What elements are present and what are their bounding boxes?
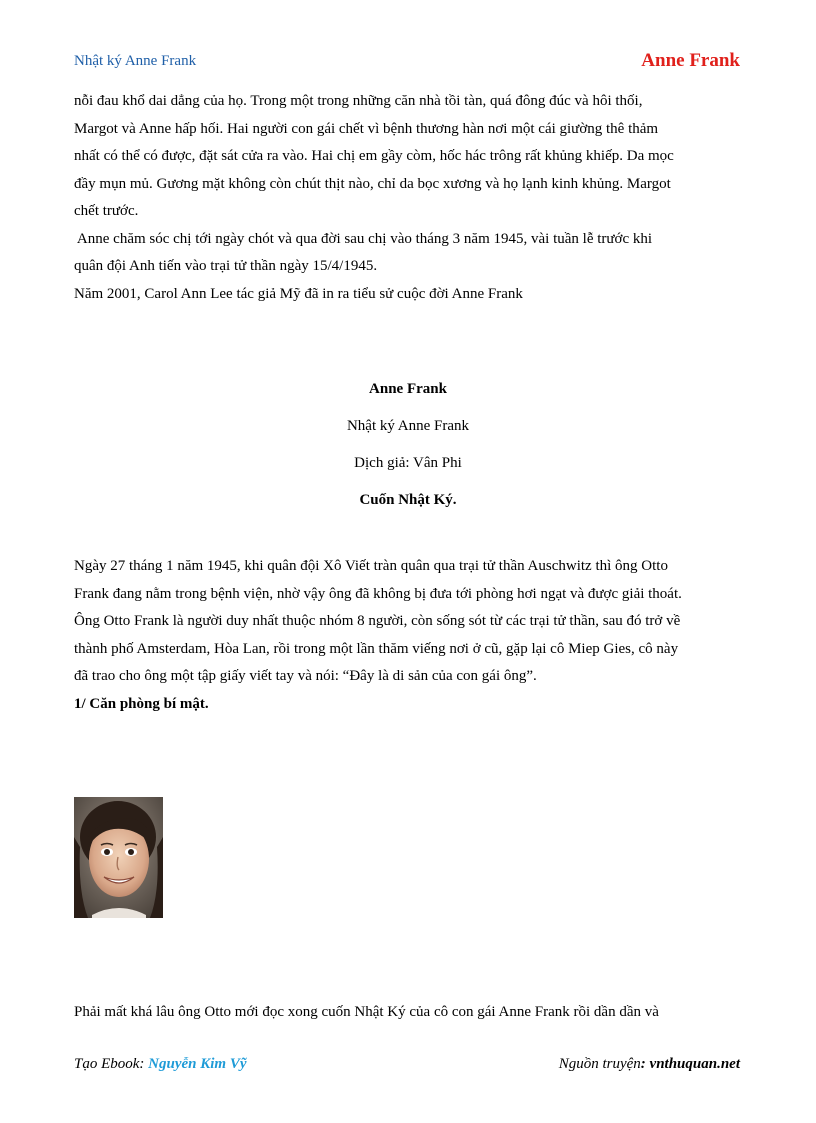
- header-author: Anne Frank: [641, 50, 740, 71]
- text-line: Năm 2001, Carol Ann Lee tác giả Mỹ đã in ra tiểu sử cuộc đời Anne Frank: [74, 285, 523, 302]
- title-book: Nhật ký Anne Frank: [346, 418, 470, 434]
- footer-ebook-credit: [74, 1056, 247, 1073]
- footer-ebook-label: Tạo Ebook: [74, 1056, 140, 1072]
- footer-ebook-creator: Nguyễn Kim Vỹ: [148, 1056, 247, 1072]
- footer-separator: :: [139, 1056, 149, 1072]
- text-line: nỗi đau khổ dai dẳng của họ. Trong một trong những căn nhà tồi tàn, quá đông đúc và hôi thối,: [74, 93, 643, 109]
- title-author: Anne Frank: [369, 381, 447, 397]
- text-line: nhất có thể có được, đặt sát cửa ra vào. Hai chị em gầy còm, hốc hác trông rất khủng khiếp. Da mọc: [74, 148, 674, 164]
- text-line: chết trước.: [74, 203, 139, 219]
- chapter-heading: 1/ Căn phòng bí mật.: [74, 695, 209, 712]
- portrait-illustration: [74, 797, 163, 918]
- text-line: thành phố Amsterdam, Hòa Lan, rồi trong một lần thăm viếng nơi ở cũ, gặp lại cô Miep Gies, cô này: [74, 640, 679, 657]
- closing-paragraph: [74, 999, 746, 1027]
- text-line: đã trao cho ông một tập giấy viết tay và nói: “Đây là di sản của con gái ông”.: [74, 668, 537, 684]
- text-line: Anne chăm sóc chị tới ngày chót và qua đời sau chị vào tháng 3 năm 1945, vài tuần lễ trước khi: [74, 230, 653, 247]
- text-line: quân đội Anh tiến vào trại tử thần ngày 15/4/1945.: [74, 258, 378, 274]
- text-line: Phải mất khá lâu ông Otto mới đọc xong cuốn Nhật Ký của cô con gái Anne Frank rồi dần dần và: [74, 1004, 659, 1020]
- text-line: Ngày 27 tháng 1 năm 1945, khi quân đội Xô Viết tràn quân qua trại tử thần Auschwitz thì ông Otto: [74, 558, 668, 574]
- text-line: Ông Otto Frank là người duy nhất thuộc nhóm 8 người, còn sống sót từ các trại tử thần, sau đó trở về: [74, 613, 681, 629]
- footer-source-site: vnthuquan.net: [649, 1056, 740, 1072]
- intro-paragraph: [74, 88, 746, 308]
- body-paragraph: [74, 553, 746, 718]
- portrait-photo: [74, 797, 163, 918]
- footer-separator: :: [640, 1056, 650, 1072]
- footer-source-label: Nguồn truyện: [558, 1056, 641, 1072]
- text-line: Frank đang nằm trong bệnh viện, nhờ vậy ông đã không bị đưa tới phòng hơi ngạt và được giải thoát.: [74, 585, 682, 602]
- footer-source-credit: [559, 1056, 740, 1073]
- header-book-title: Nhật ký Anne Frank: [74, 53, 197, 69]
- text-line: Margot và Anne hấp hối. Hai người con gái chết vì bệnh thương hàn nơi một cái giường thê thảm: [74, 120, 659, 137]
- text-line: đầy mụn mủ. Gương mặt không còn chút thịt nào, chỉ da bọc xương và họ lạnh kinh khủng. Margot: [74, 175, 671, 192]
- title-translator: Dịch giả: Vân Phi: [354, 455, 462, 471]
- section-title: Cuốn Nhật Ký.: [359, 492, 457, 508]
